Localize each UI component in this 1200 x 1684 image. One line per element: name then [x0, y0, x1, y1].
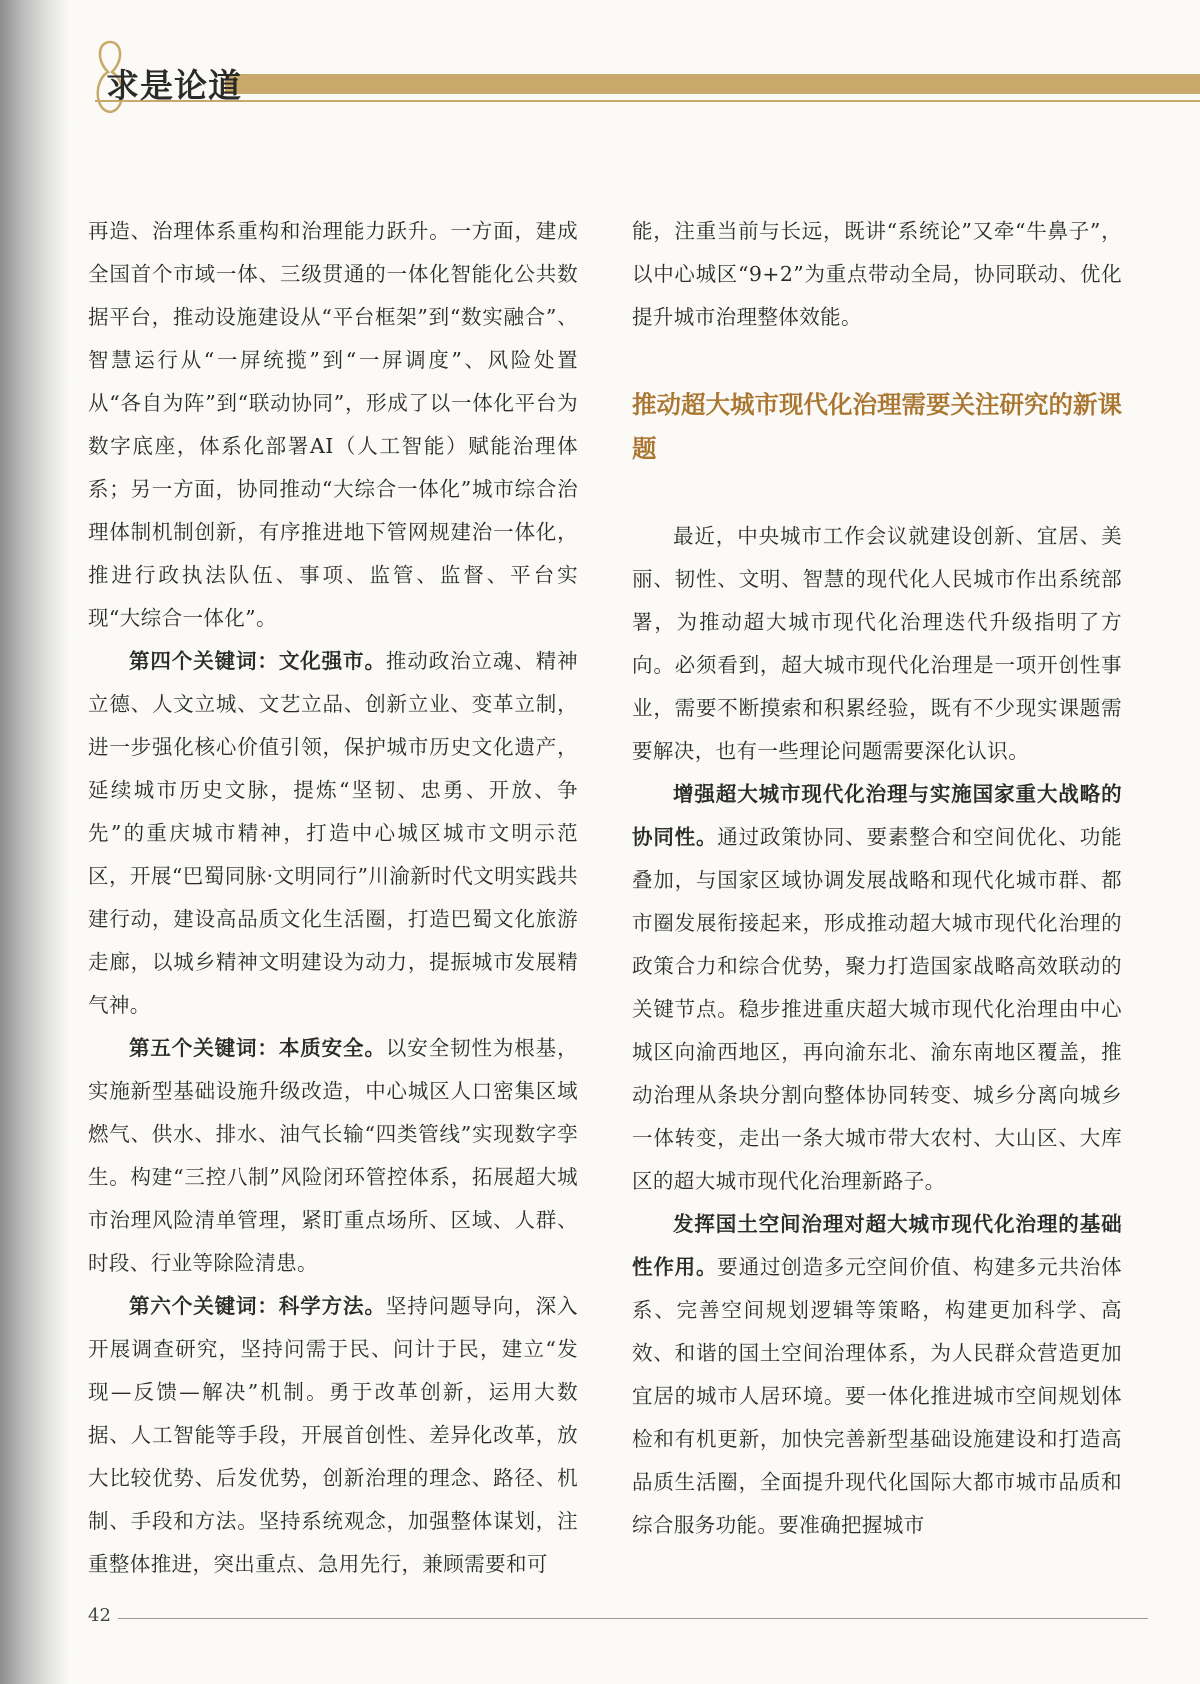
right-column	[632, 210, 1122, 1547]
paragraph-text: 以安全韧性为根基，实施新型基础设施升级改造，中心城区人口密集区域燃气、供水、排水、油气长输“四类管线”实现数字孪生。构建“三控八制”风险闭环管控体系，拓展超大城市治理风险清单管理，紧盯重点场所、区域、人群、时段、行业等除险清患。	[88, 1036, 578, 1275]
paragraph-text: 坚持问题导向，深入开展调查研究，坚持问需于民、问计于民，建立“发现—反馈—解决”机制。勇于改革创新，运用大数据、人工智能等手段，开展首创性、差异化改革，放大比较优势、后发优势，创新治理的理念、路径、机制、手段和方法。坚持系统观念，加强整体谋划，注重整体推进，突出重点、急用先行，兼顾需要和可	[88, 1294, 578, 1576]
left-column	[88, 210, 578, 1586]
page-number: 42	[88, 1605, 111, 1626]
left-paragraph-2	[88, 640, 578, 1027]
keyword-culture: 第四个关键词：文化强市。	[129, 649, 386, 673]
paragraph-text: 推动政治立魂、精神立德、人文立城、文艺立品、创新立业、变革立制，进一步强化核心价值引领，保护城市历史文化遗产，延续城市历史文脉，提炼“坚韧、忠勇、开放、争先”的重庆城市精神，打造中心城区城市文明示范区，开展“巴蜀同脉·文明同行”川渝新时代文明实践共建行动，建设高品质文化生活圈，打造巴蜀文化旅游走廊，以城乡精神文明建设为动力，提振城市发展精气神。	[88, 649, 578, 1017]
section-label: 求是论道	[106, 66, 242, 105]
spacer	[632, 339, 1122, 383]
left-paragraph-3	[88, 1027, 578, 1285]
right-paragraph-3	[632, 773, 1122, 1203]
right-paragraph-1: 能，注重当前与长远，既讲“系统论”又牵“牛鼻子”，以中心城区“9+2”为重点带动全局，协同联动、优化提升城市治理整体效能。	[632, 219, 1122, 329]
keyword-method: 第六个关键词：科学方法。	[129, 1294, 386, 1318]
spacer	[632, 471, 1122, 515]
footer-divider	[118, 1618, 1148, 1619]
keyword-strategy: 增强超大城市现代化治理与实施国家重大战略的协同性。	[632, 782, 1122, 849]
header-divider	[95, 100, 1200, 102]
section-heading: 推动超大城市现代化治理需要关注研究的新课题	[632, 390, 1122, 463]
page-spine-shadow	[0, 0, 70, 1684]
left-paragraph-1: 再造、治理体系重构和治理能力跃升。一方面，建成全国首个市域一体、三级贯通的一体化智能化公共数据平台，推动设施建设从“平台框架”到“数实融合”、智慧运行从“一屏统揽”到“一屏调度”、风险处置从“各自为阵”到“联动协同”，形成了以一体化平台为数字底座，体系化部署AI（人工智能）赋能治理体系；另一方面，协同推动“大综合一体化”城市综合治理体制机制创新，有序推进地下管网规建治一体化，推进行政执法队伍、事项、监管、监督、平台实现“大综合一体化”。	[88, 219, 578, 630]
header-gold-bar	[225, 74, 1200, 94]
right-paragraph-2: 最近，中央城市工作会议就建设创新、宜居、美丽、韧性、文明、智慧的现代化人民城市作出系统部署，为推动超大城市现代化治理迭代升级指明了方向。必须看到，超大城市现代化治理是一项开创性事业，需要不断摸索和积累经验，既有不少现实课题需要解决，也有一些理论问题需要深化认识。	[632, 524, 1122, 763]
keyword-land-space: 发挥国土空间治理对超大城市现代化治理的基础性作用。	[632, 1212, 1122, 1279]
paragraph-text: 通过政策协同、要素整合和空间优化、功能叠加，与国家区域协调发展战略和现代化城市群、都市圈发展衔接起来，形成推动超大城市现代化治理的政策合力和综合优势，聚力打造国家战略高效联动的关键节点。稳步推进重庆超大城市现代化治理由中心城区向渝西地区，再向渝东北、渝东南地区覆盖，推动治理从条块分割向整体协同转变、城乡分离向城乡一体转变，走出一条大城市带大农村、大山区、大库区的超大城市现代化治理新路子。	[632, 825, 1122, 1193]
left-paragraph-4	[88, 1285, 578, 1586]
paragraph-text: 要通过创造多元空间价值、构建多元共治体系、完善空间规划逻辑等策略，构建更加科学、高效、和谐的国土空间治理体系，为人民群众营造更加宜居的城市人居环境。要一体化推进城市空间规划体检和有机更新，加快完善新型基础设施建设和打造高品质生活圈，全面提升现代化国际大都市城市品质和综合服务功能。要准确把握城市	[632, 1255, 1122, 1537]
keyword-safety: 第五个关键词：本质安全。	[129, 1036, 386, 1060]
right-paragraph-4	[632, 1203, 1122, 1547]
